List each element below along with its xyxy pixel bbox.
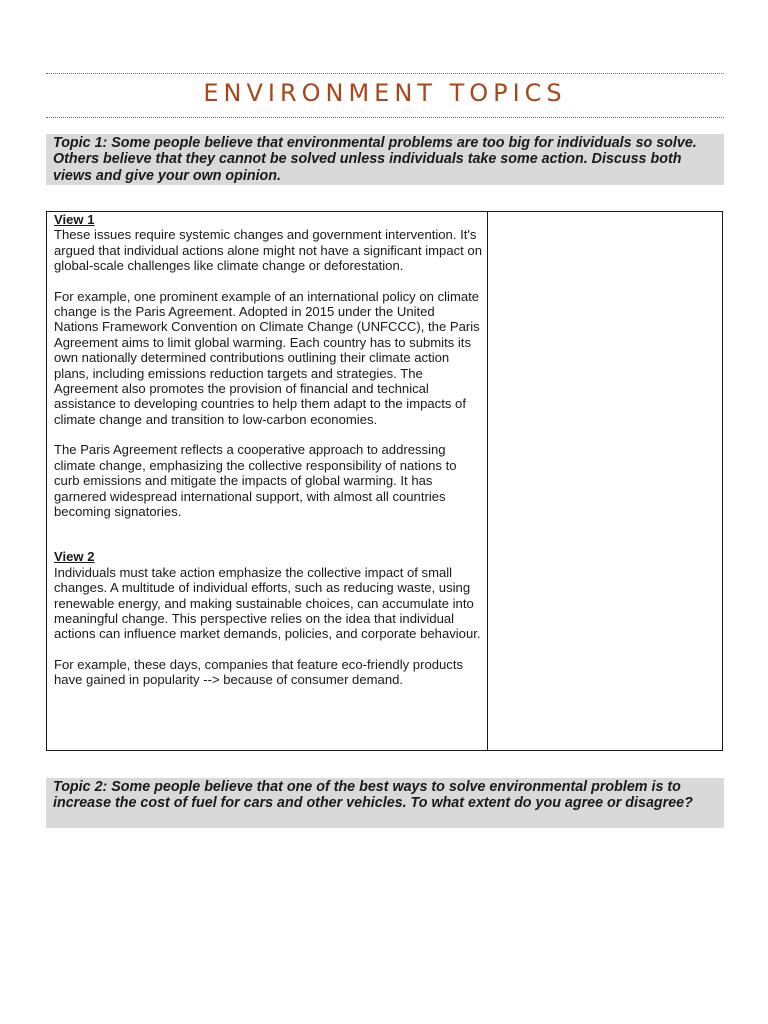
top-dotted-rule	[46, 73, 724, 74]
topic-2-box: Topic 2: Some people believe that one of the best ways to solve environmental problem is to increase the cost of fuel for cars and other vehicles. To what extent do you agree or disagree?	[46, 778, 724, 828]
view-2-heading: View 2	[54, 549, 95, 565]
table-column-divider	[487, 212, 488, 750]
topic-1-box: Topic 1: Some people believe that environmental problems are too big for individuals so solve. Others believe that they cannot be solved unless individuals take some action. Discuss both views and give your own opinion.	[46, 134, 724, 185]
views-left-cell	[54, 212, 482, 688]
view-1-paragraph-1: These issues require systemic changes and government intervention. It's argued that individual actions alone might not have a significant impact on global-scale challenges like climate change or deforestation.	[54, 227, 482, 274]
view-1-heading: View 1	[54, 212, 95, 227]
view-1-paragraph-2: For example, one prominent example of an international policy on climate change is the Paris Agreement. Adopted in 2015 under the United Nations Framework Convention on Climate Change (UNFCCC), the Paris Agreement aims to limit global warming. Each country has to submits its own nationally determined contributions outlining their climate action plans, including emissions reduction targets and strategies. The Agreement also promotes the provision of financial and technical assistance to developing countries to help them adapt to the impacts of climate change and transition to low-carbon economies.	[54, 288, 480, 427]
page-title: ENVIRONMENT TOPICS	[203, 79, 567, 107]
view-1-paragraph-3: The Paris Agreement reflects a cooperative approach to addressing climate change, emphasizing the collective responsibility of nations to curb emissions and mitigate the impacts of global warming. It has garnered widespread international support, with almost all countries becoming signatories.	[54, 442, 457, 519]
view-2-paragraph-2: For example, these days, companies that feature eco-friendly products have gained in popularity --> because of consumer demand.	[54, 656, 464, 688]
views-table	[46, 211, 723, 751]
title-dotted-rule	[46, 117, 724, 118]
view-2-paragraph-1: Individuals must take action emphasize the collective impact of small changes. A multitude of individual efforts, such as reducing waste, using renewable energy, and making sustainable choices, can accumulate into meaningful change. This perspective relies on the idea that individual actions can influence market demands, policies, and corporate behaviour.	[54, 564, 481, 642]
